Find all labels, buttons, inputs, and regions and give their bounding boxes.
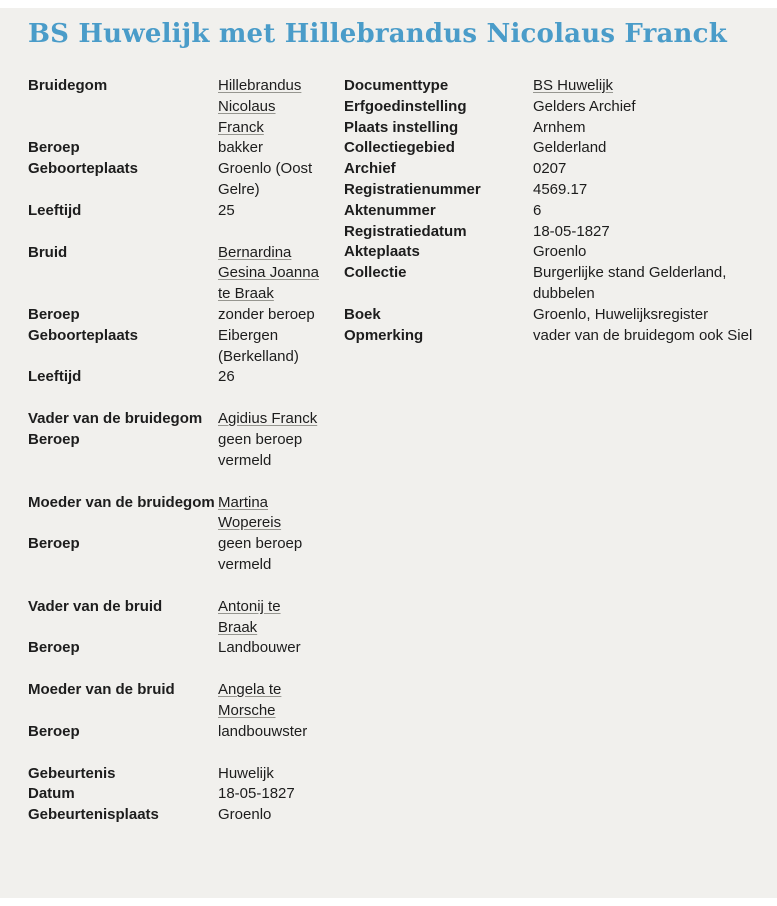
detail-row: [28, 76, 320, 138]
detail-row: [344, 76, 770, 97]
record-page: [0, 8, 777, 898]
field-value-link[interactable]: BS Huwelijk: [533, 77, 614, 94]
field-label: Akteplaats: [344, 243, 420, 261]
field-value: 0207: [533, 160, 567, 178]
detail-row: [344, 326, 770, 347]
detail-row: [28, 326, 320, 368]
field-value: 4569.17: [533, 180, 588, 198]
detail-row: [28, 805, 320, 826]
record-columns: [28, 76, 777, 847]
detail-row: [28, 534, 320, 576]
detail-row: [344, 263, 770, 305]
detail-group: [28, 680, 320, 742]
field-label: Bruidegom: [28, 77, 108, 94]
detail-row: [344, 97, 770, 118]
field-label: Erfgoedinstelling: [344, 97, 467, 115]
field-label: Beroep: [28, 430, 80, 448]
page-title: BS Huwelijk met Hillebrandus Nicolaus Franck: [28, 19, 727, 49]
field-value-link[interactable]: Hillebrandus Nicolaus Franck: [218, 77, 302, 136]
field-value: bakker: [218, 139, 264, 157]
field-value: Burgerlijke stand Gelderland, dubbelen: [533, 264, 727, 302]
detail-row: [344, 118, 770, 139]
detail-row: [28, 138, 320, 159]
field-value: 18-05-1827: [218, 785, 295, 803]
field-label: Beroep: [28, 305, 80, 323]
field-value: Arnhem: [533, 118, 586, 136]
field-value: Landbouwer: [218, 639, 301, 657]
detail-row: [344, 138, 770, 159]
field-label: Geboorteplaats: [28, 326, 139, 344]
detail-group: [28, 409, 320, 471]
detail-row: [28, 597, 320, 639]
field-label: Beroep: [28, 722, 80, 740]
field-value: geen beroep vermeld: [218, 535, 303, 573]
field-value: Groenlo: [533, 243, 587, 261]
detail-row: [28, 784, 320, 805]
field-label: Moeder van de bruid: [28, 681, 175, 699]
detail-row: [344, 222, 770, 243]
field-value-link[interactable]: Martina Wopereis: [218, 493, 282, 532]
field-value-link[interactable]: Antonij te Braak: [218, 597, 281, 636]
field-value: Huwelijk: [218, 764, 274, 782]
field-label: Aktenummer: [344, 201, 436, 219]
field-label: Registratiedatum: [344, 222, 467, 240]
field-label: Opmerking: [344, 326, 424, 344]
document-details-column: [344, 76, 770, 367]
field-value: geen beroep vermeld: [218, 430, 303, 469]
detail-group: [28, 243, 320, 389]
field-value-link[interactable]: Bernardina Gesina Joanna te Braak: [218, 243, 319, 303]
field-value-link[interactable]: Angela te Morsche: [218, 681, 282, 719]
field-value: landbouwster: [218, 722, 308, 740]
detail-row: [344, 159, 770, 180]
detail-row: [344, 180, 770, 201]
detail-group: [28, 493, 320, 576]
field-label: Documenttype: [344, 77, 449, 94]
field-label: Datum: [28, 785, 75, 803]
detail-group: [28, 764, 320, 826]
field-label: Beroep: [28, 639, 80, 657]
field-label: Vader van de bruid: [28, 597, 163, 615]
detail-row: [28, 159, 320, 201]
detail-row: [28, 201, 320, 222]
field-label: Beroep: [28, 139, 80, 157]
detail-row: [28, 409, 320, 430]
field-value: 6: [533, 201, 542, 219]
field-label: Plaats instelling: [344, 118, 459, 136]
detail-row: [28, 493, 320, 535]
detail-row: [28, 305, 320, 326]
field-label: Gebeurtenisplaats: [28, 806, 159, 824]
field-value: Gelderland: [533, 139, 607, 157]
field-label: Collectiegebied: [344, 139, 455, 157]
field-value: 18-05-1827: [533, 222, 610, 240]
field-label: Leeftijd: [28, 368, 82, 386]
field-label: Geboorteplaats: [28, 160, 139, 178]
person-details-column: [28, 76, 320, 847]
field-label: Gebeurtenis: [28, 764, 116, 782]
detail-row: [28, 722, 320, 743]
detail-row: [28, 367, 320, 388]
detail-row: [28, 680, 320, 722]
detail-group: [28, 76, 320, 222]
field-value: 25: [218, 201, 235, 219]
field-label: Leeftijd: [28, 201, 82, 219]
detail-row: [28, 764, 320, 785]
record-content: [0, 8, 777, 847]
field-value: Groenlo, Huwelijksregister: [533, 305, 709, 323]
detail-group: [28, 597, 320, 659]
detail-row: [344, 242, 770, 263]
field-label: Archief: [344, 160, 396, 178]
field-label: Registratienummer: [344, 180, 481, 198]
field-value: Gelders Archief: [533, 97, 636, 115]
field-label: Moeder van de bruidegom: [28, 493, 215, 511]
detail-row: [28, 430, 320, 472]
field-label: Beroep: [28, 535, 80, 553]
field-label: Collectie: [344, 264, 407, 282]
detail-row: [344, 201, 770, 222]
field-value: 26: [218, 368, 235, 386]
field-value: vader van de bruidegom ook Siel: [533, 326, 753, 344]
field-value: zonder beroep: [218, 305, 315, 323]
field-value: Groenlo (Oost Gelre): [218, 160, 313, 198]
field-label: Vader van de bruidegom: [28, 410, 203, 428]
detail-row: [344, 305, 770, 326]
field-value: Eibergen (Berkelland): [218, 326, 299, 365]
detail-group: [344, 76, 770, 346]
field-value: Groenlo: [218, 806, 272, 824]
detail-row: [28, 243, 320, 305]
field-label: Bruid: [28, 243, 68, 261]
field-label: Boek: [344, 305, 381, 323]
field-value-link[interactable]: Agidius Franck: [218, 410, 318, 428]
detail-row: [28, 638, 320, 659]
